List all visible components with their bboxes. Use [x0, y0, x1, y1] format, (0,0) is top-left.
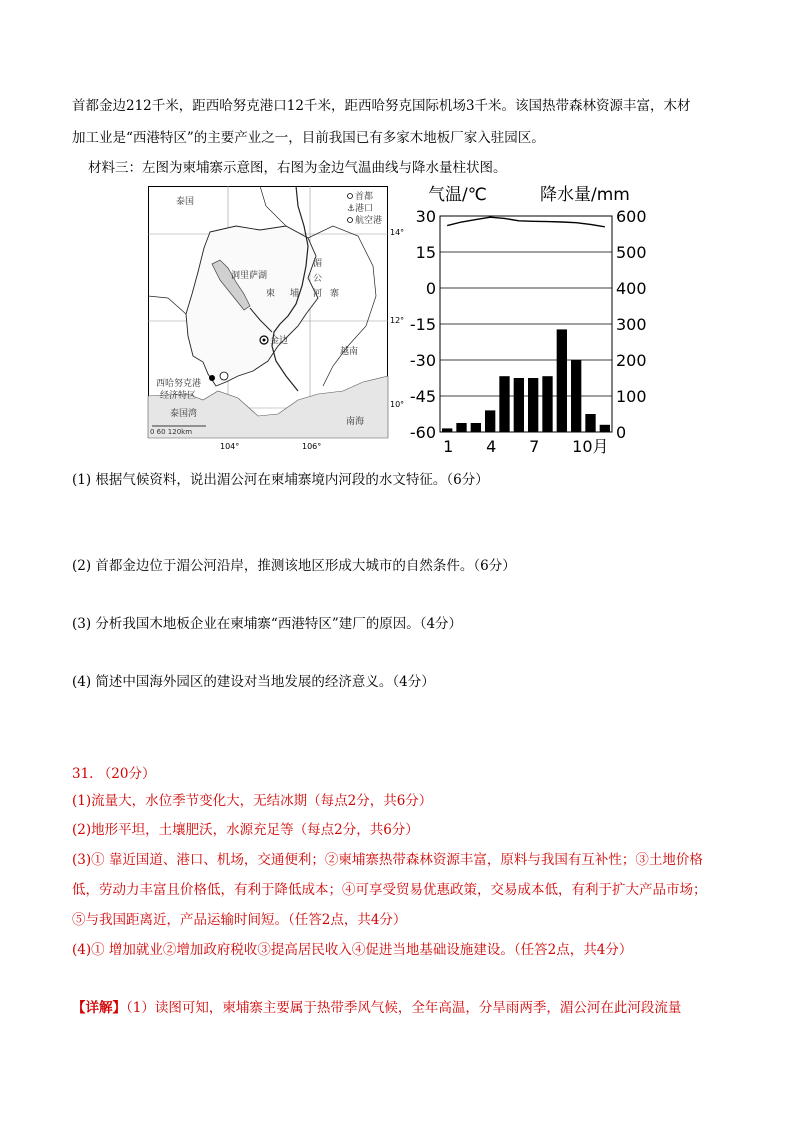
precip-bar-2 [456, 423, 466, 432]
lon-104: 104° [220, 442, 240, 451]
lat-12: 12° [390, 316, 405, 325]
precip-bar-6 [514, 378, 524, 432]
port-marker-icon [209, 375, 215, 381]
svg-text:⚓: ⚓ [347, 204, 356, 214]
answer-3-line-2: 低，劳动力丰富且价格低，有利于降低成本；④可享受贸易优惠政策，交易成本低，有利于扩大产品市场； [72, 882, 707, 898]
label-cambodia-1: 柬 [266, 289, 276, 299]
precip-bar-8 [542, 376, 552, 432]
cambodia-map [148, 186, 388, 438]
precip-bar-1 [442, 428, 452, 432]
answer-3-line-1: (3)① 靠近国道、港口、机场，交通便利；②柬埔寨热带森林资源丰富，原料与我国有互补性；③土地价格 [72, 852, 703, 868]
precip-bar-12 [600, 425, 610, 432]
precip-tick-label: 600 [616, 207, 647, 226]
precip-bar-9 [557, 329, 567, 432]
precip-tick-label: 400 [616, 279, 647, 298]
answer-2: (2)地形平坦，土壤肥沃，水源充足等（每点2分，共6分） [72, 822, 419, 838]
answer-3-line-3: ⑤与我国距离近，产品运输时间短。（任答2点，共4分） [72, 912, 407, 928]
label-sez-1: 西哈努克港 [156, 379, 202, 389]
airport-marker-icon [220, 372, 228, 380]
x-tick-label: 10月 [572, 437, 609, 456]
svg-text:港口: 港口 [355, 204, 374, 214]
label-gulf: 泰国湾 [170, 409, 198, 419]
lat-10: 10° [390, 400, 405, 409]
label-sez-2: 经济特区 [160, 391, 197, 401]
label-thailand: 泰国 [176, 197, 195, 207]
climate-chart [400, 180, 647, 460]
precip-tick-label: 100 [616, 387, 647, 406]
lat-14: 14° [390, 228, 405, 237]
detail-paragraph [72, 998, 681, 1018]
svg-text:航空港: 航空港 [355, 216, 383, 226]
x-tick-label: 7 [529, 437, 540, 456]
temp-tick-label: -45 [409, 387, 436, 406]
label-cambodia-2: 埔 [290, 289, 300, 299]
answer-1: (1)流量大，水位季节变化大，无结冰期（每点2分，共6分） [72, 793, 433, 809]
precip-tick-label: 300 [616, 315, 647, 334]
precip-bar-5 [499, 376, 509, 432]
temp-tick-label: 15 [415, 243, 436, 262]
temp-tick-label: -30 [409, 351, 436, 370]
label-capital: 金边 [270, 336, 289, 346]
precip-bar-7 [528, 378, 538, 432]
temp-tick-label: -15 [409, 315, 436, 334]
lon-106: 106° [302, 442, 322, 451]
question-1: (1) 根据气候资料，说出湄公河在柬埔寨境内河段的水文特征。（6分） [72, 472, 489, 488]
detail-text: （1）读图可知，柬埔寨主要属于热带季风气候，全年高温，分旱雨两季，湄公河在此河段流量 [126, 1000, 682, 1016]
answer-4: (4)① 增加就业②增加政府税收③提高居民收入④促进当地基础设施建设。（任答2点，共4分） [72, 942, 633, 958]
question-2: (2) 首都金边位于湄公河沿岸，推测该地区形成大城市的自然条件。（6分） [72, 558, 516, 574]
label-vietnam: 越南 [340, 347, 359, 357]
label-zhai: 寨 [330, 289, 340, 299]
label-mekong-3: 河 [313, 289, 323, 299]
precip-axis-title: 降水量/mm [540, 185, 630, 205]
paragraph-line-2: 加工业是“西港特区”的主要产业之一，目前我国已有多家木地板厂家入驻园区。 [72, 130, 545, 146]
label-mekong-2: 公 [313, 274, 323, 284]
answer-header: 31. （20分） [72, 766, 156, 782]
label-lake: 洞里萨湖 [231, 271, 268, 281]
label-south-sea: 南海 [346, 417, 365, 427]
temperature-axis-title: 气温/℃ [428, 185, 487, 205]
precip-bar-10 [571, 360, 581, 432]
temperature-line [447, 217, 605, 227]
precip-bar-11 [585, 414, 595, 432]
precip-bar-3 [471, 423, 481, 432]
question-3: (3) 分析我国木地板企业在柬埔寨“西港特区”建厂的原因。（4分） [72, 616, 463, 632]
detail-tag: 【详解】 [72, 1000, 126, 1016]
temp-tick-label: 30 [415, 207, 436, 226]
x-tick-label: 4 [486, 437, 497, 456]
temp-tick-label: 0 [425, 279, 436, 298]
temp-tick-label: -60 [409, 423, 436, 442]
label-mekong-1: 湄 [313, 259, 323, 269]
question-4: (4) 简述中国海外园区的建设对当地发展的经济意义。（4分） [72, 674, 435, 690]
map-scale: 0 60 120km [150, 428, 193, 436]
precip-bar-4 [485, 410, 495, 432]
material-3-caption: 材料三：左图为柬埔寨示意图，右图为金边气温曲线与降水量柱状图。 [88, 160, 507, 176]
svg-text:首都: 首都 [355, 192, 374, 202]
paragraph-line-1: 首都金边212千米，距西哈努克港口12千米，距西哈努克国际机场3千米。该国热带森林资源丰富，木材 [72, 98, 691, 114]
x-tick-label: 1 [443, 437, 454, 456]
precip-tick-label: 500 [616, 243, 647, 262]
precip-tick-label: 200 [616, 351, 647, 370]
precip-tick-label: 0 [616, 423, 627, 442]
